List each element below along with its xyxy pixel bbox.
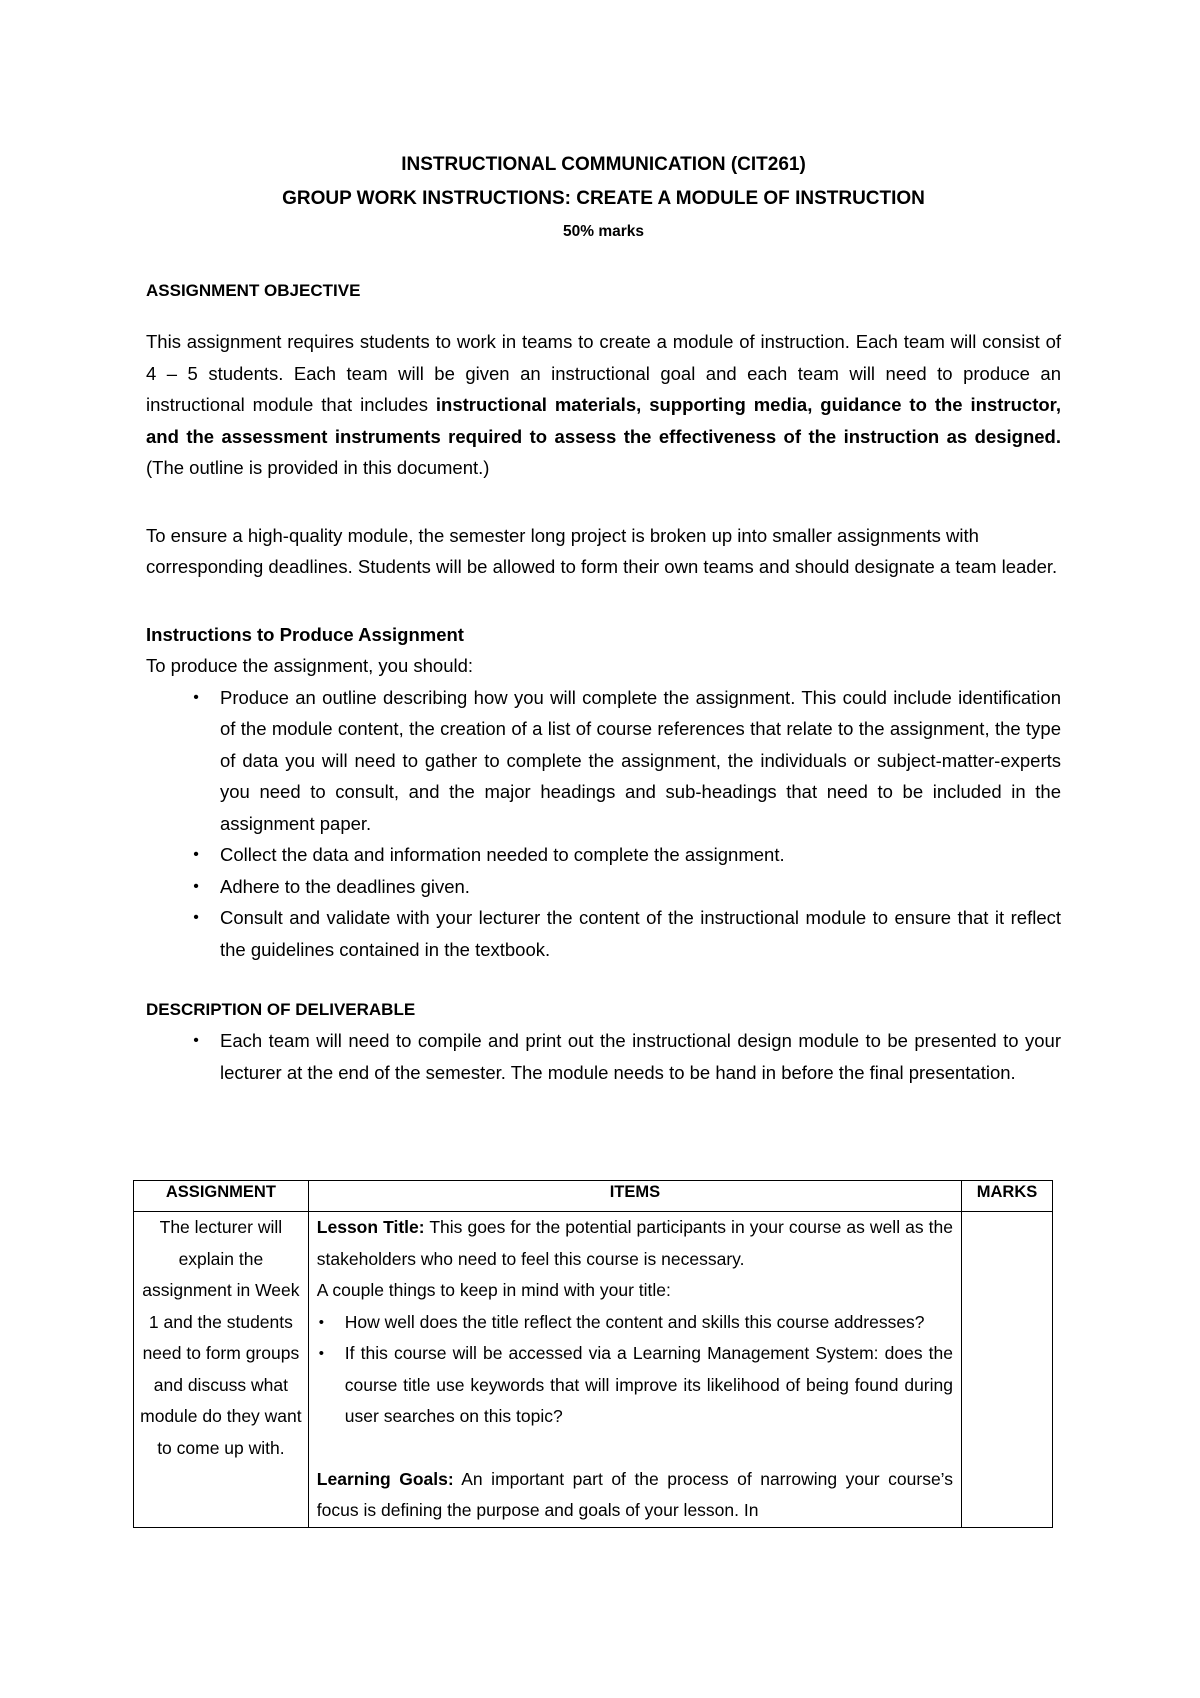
bullet-icon: •: [193, 846, 199, 863]
list-item-text: Consult and validate with your lecturer the content of the instructional module to ensure that it reflect the guidelines contained in the textbook.: [220, 907, 1061, 960]
list-item-text: Produce an outline describing how you will complete the assignment. This could include identification of the module content, the creation of a list of course references that relate to the assignment, the type of data you will need to gather to complete the assignment, the individuals or subject-matter-experts you need to consult, and the major headings and sub-headings that need to be included in the assignment paper.: [220, 686, 1061, 834]
list-item-text: If this course will be accessed via a Learning Management System: does the course title use keywords that will improve its likelihood of being found during user searches on this topic?: [344, 1343, 953, 1426]
column-header-items: ITEMS: [308, 1181, 961, 1212]
marks-weight: 50% marks: [562, 223, 644, 240]
course-title: INSTRUCTIONAL COMMUNICATION (CIT261): [401, 154, 806, 175]
items-cell: [308, 1212, 961, 1528]
list-item: [317, 1307, 953, 1339]
list-item: [146, 1025, 1061, 1088]
list-item-text: Adhere to the deadlines given.: [220, 875, 470, 897]
bullet-icon: •: [193, 1032, 199, 1049]
learning-goals-label: Learning Goals:: [316, 1468, 454, 1489]
objective-text-bold: instructional materials, supporting media, guidance to the instructor, and the assessment instruments required to assess the effectiveness of the instruction as designed.: [146, 394, 1061, 447]
objective-text-b: (The outline is provided in this document.): [146, 457, 490, 478]
bullet-icon: •: [193, 688, 199, 706]
keep-in-mind-text: A couple things to keep in mind with your title:: [316, 1280, 671, 1300]
assignment-table: [133, 1180, 1053, 1528]
list-item: [146, 839, 1061, 871]
deliverable-list: [146, 1025, 1061, 1088]
lesson-title-text: This goes for the potential participants in your course as well as the stakeholders who need to feel this course is necessary.: [316, 1217, 953, 1269]
list-item: [317, 1338, 953, 1433]
objective-heading: ASSIGNMENT OBJECTIVE: [146, 281, 361, 300]
bullet-icon: •: [318, 1313, 325, 1331]
table-row: [134, 1212, 1053, 1528]
objective-paragraph: [146, 326, 1061, 484]
instructions-list: [146, 682, 1061, 966]
list-item: [146, 682, 1061, 840]
list-item-text: Collect the data and information needed to complete the assignment.: [220, 844, 785, 865]
project-paragraph: To ensure a high-quality module, the semester long project is broken up into smaller assignments with corresponding deadlines. Students will be allowed to form their own teams and should designate a team leader.: [146, 524, 1058, 577]
deliverable-heading: DESCRIPTION OF DELIVERABLE: [146, 1000, 416, 1019]
instructions-heading: Instructions to Produce Assignment: [146, 623, 464, 645]
document-body: [146, 148, 1061, 1088]
learning-goals-text: An important part of the process of narrowing your course’s focus is defining the purpose and goals of your lesson. In: [316, 1468, 953, 1520]
column-header-assignment: ASSIGNMENT: [134, 1181, 309, 1212]
lesson-title-label: Lesson Title:: [316, 1217, 425, 1237]
list-item-text: How well does the title reflect the content and skills this course addresses?: [344, 1311, 925, 1332]
objective-text-a: This assignment requires students to work in teams to create a module of instruction. Each team will consist of 4 – 5 students. Each team will be given an instructional goal and each team will need to produce an instructional module that includes: [146, 331, 1061, 415]
assignment-cell: The lecturer will explain the assignment in Week 1 and the students need to form groups and discuss what module do they want to come up with.: [134, 1212, 309, 1528]
list-item: [146, 871, 1061, 903]
table-header-row: [134, 1181, 1053, 1212]
spacer: [317, 1433, 953, 1464]
bullet-icon: •: [193, 877, 199, 895]
marks-cell: [962, 1212, 1053, 1528]
list-item-text: Each team will need to compile and print out the instructional design module to be presented to your lecturer at the end of the semester. The module needs to be hand in before the final presentation.: [220, 1030, 1061, 1083]
column-header-marks: MARKS: [962, 1181, 1053, 1212]
lesson-title-paragraph: [317, 1212, 953, 1275]
instructions-intro: To produce the assignment, you should:: [146, 655, 474, 676]
bullet-icon: •: [318, 1345, 325, 1362]
bullet-icon: •: [193, 909, 199, 926]
title-points-list: [317, 1307, 953, 1433]
list-item: [146, 902, 1061, 965]
assignment-title: GROUP WORK INSTRUCTIONS: CREATE A MODULE OF INSTRUCTION: [282, 188, 925, 209]
learning-goals-paragraph: [317, 1464, 953, 1527]
